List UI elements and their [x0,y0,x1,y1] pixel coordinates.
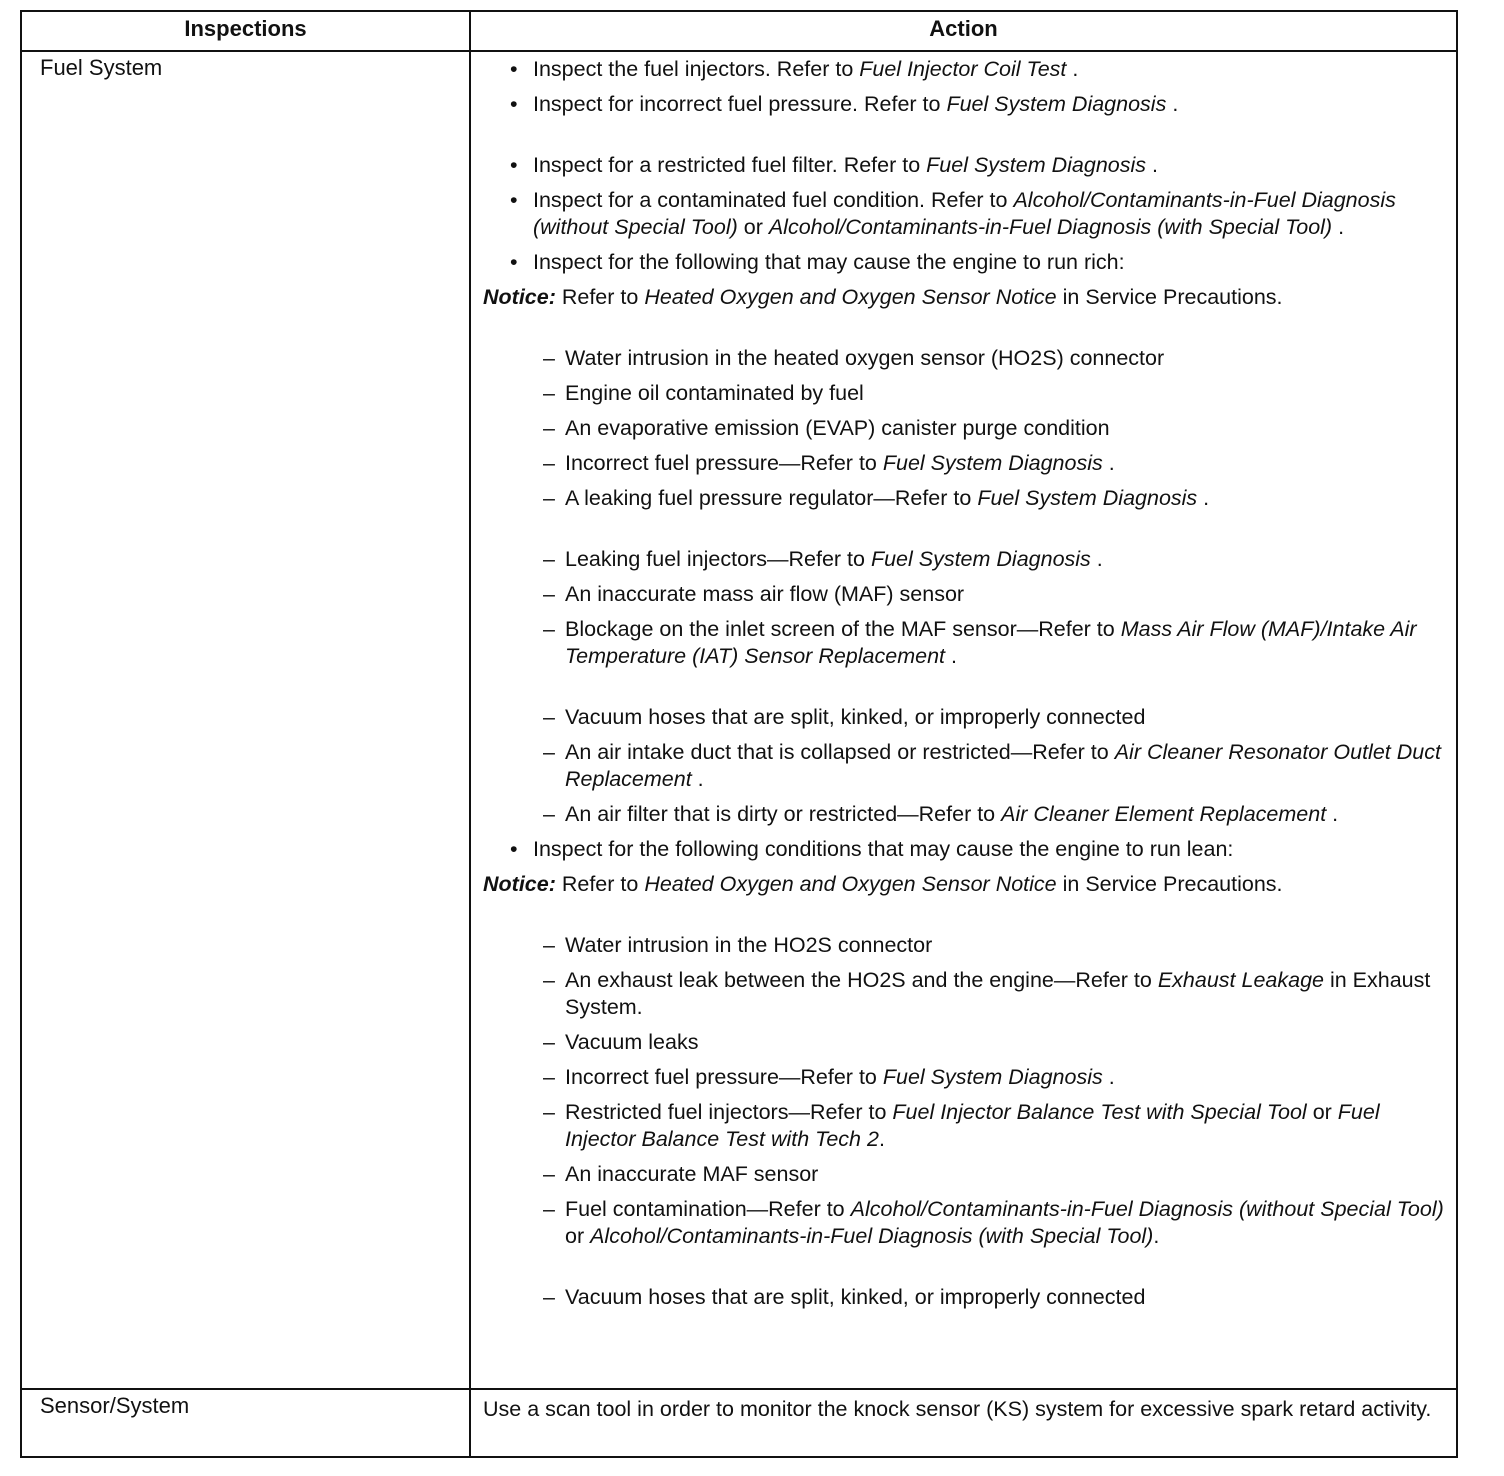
inspection-table [20,10,1458,1458]
bullet-item: • Inspect for the following conditions that may cause the engine to run lean: [483,836,1448,863]
list-item: – An air intake duct that is collapsed or restricted—Refer to Air Cleaner Resonator Outlet Duct Replacement . [483,739,1448,793]
notice: Notice: Refer to Heated Oxygen and Oxygen Sensor Notice in Service Precautions. [483,872,1283,896]
list-item: – An exhaust leak between the HO2S and the engine—Refer to Exhaust Leakage in Exhaust System. [483,967,1448,1021]
notice: Notice: Refer to Heated Oxygen and Oxygen Sensor Notice in Service Precautions. [483,285,1283,309]
header-inspections: Inspections [21,11,470,51]
list-item: – Vacuum hoses that are split, kinked, or improperly connected [483,1284,1448,1311]
bullet-item: • Inspect for a contaminated fuel condition. Refer to Alcohol/Contaminants-in-Fuel Diagnosis (without Special Tool) or Alcohol/Contaminants-in-Fuel Diagnosis (with Special Tool) . [483,187,1448,241]
list-item: – Vacuum hoses that are split, kinked, or improperly connected [483,704,1448,731]
bullet-item: • Inspect the fuel injectors. Refer to Fuel Injector Coil Test . [483,56,1448,83]
list-item: – Water intrusion in the heated oxygen sensor (HO2S) connector [483,345,1448,372]
bullet-item: • Inspect for incorrect fuel pressure. Refer to Fuel System Diagnosis . [483,91,1448,118]
inspection-cell: Sensor/System [21,1389,470,1457]
list-item: – Vacuum leaks [483,1029,1448,1056]
list-item: – Incorrect fuel pressure—Refer to Fuel System Diagnosis . [483,450,1448,477]
list-item: – An air filter that is dirty or restricted—Refer to Air Cleaner Element Replacement . [483,801,1448,828]
action-cell: Use a scan tool in order to monitor the knock sensor (KS) system for excessive spark retard activity. [470,1389,1457,1457]
list-item: – Leaking fuel injectors—Refer to Fuel System Diagnosis . [483,546,1448,573]
list-item: – Incorrect fuel pressure—Refer to Fuel System Diagnosis . [483,1064,1448,1091]
action-cell [470,51,1457,1389]
list-item: – Water intrusion in the HO2S connector [483,932,1448,959]
list-item: – A leaking fuel pressure regulator—Refer to Fuel System Diagnosis . [483,485,1448,512]
header-row [21,11,1457,51]
list-item: – Engine oil contaminated by fuel [483,380,1448,407]
list-item: – An inaccurate MAF sensor [483,1161,1448,1188]
table-row [21,1389,1457,1457]
list-item: – Fuel contamination—Refer to Alcohol/Contaminants-in-Fuel Diagnosis (without Special Tool) or Alcohol/Contaminants-in-Fuel Diagnosis (with Special Tool). [483,1196,1448,1250]
list-item: – Restricted fuel injectors—Refer to Fuel Injector Balance Test with Special Tool or Fuel Injector Balance Test with Tech 2. [483,1099,1448,1153]
list-item: – Blockage on the inlet screen of the MAF sensor—Refer to Mass Air Flow (MAF)/Intake Air Temperature (IAT) Sensor Replacement . [483,616,1448,670]
table-row [21,51,1457,1389]
inspection-cell: Fuel System [21,51,470,1389]
list-item: – An evaporative emission (EVAP) canister purge condition [483,415,1448,442]
bullet-item: • Inspect for a restricted fuel filter. Refer to Fuel System Diagnosis . [483,152,1448,179]
header-action: Action [470,11,1457,51]
list-item: – An inaccurate mass air flow (MAF) sensor [483,581,1448,608]
bullet-item: • Inspect for the following that may cause the engine to run rich: [483,249,1448,276]
